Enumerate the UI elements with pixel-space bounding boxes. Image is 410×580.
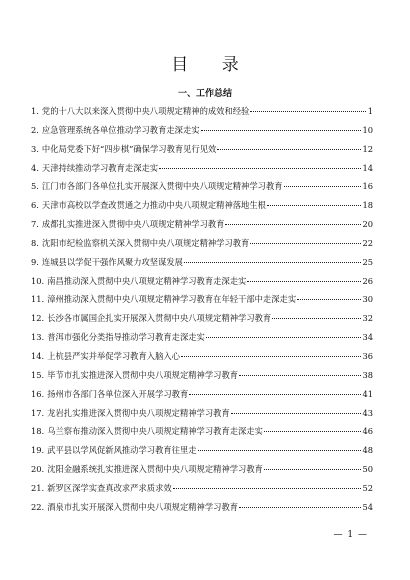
toc-entry-title: 连城县以学促干强作风聚力攻坚谋发展 — [41, 256, 183, 267]
toc-dot-leader — [198, 449, 362, 451]
toc-entry-title: 普洱市强化分类指导推动学习教育走深走实 — [47, 332, 205, 343]
toc-entry-title: 扬州市各部门各单位深入开展学习教育 — [47, 388, 189, 399]
toc-entry-title: 毕节市扎实推进深入贯彻中央八项规定精神学习教育 — [47, 369, 239, 380]
toc-entry-page: 32 — [362, 313, 373, 324]
toc-entry-number: 5. — [31, 181, 39, 192]
toc-entry-page: 26 — [362, 275, 373, 286]
toc-entry-number: 13. — [31, 332, 45, 343]
toc-entry-title: 龙岩扎实推进深入贯彻中央八项规定精神学习教育 — [47, 407, 230, 418]
toc-dot-leader — [272, 317, 361, 319]
toc-entry[interactable] — [31, 328, 373, 347]
toc-entry[interactable] — [31, 404, 373, 423]
section-heading: 一、工作总结 — [177, 89, 232, 99]
toc-dot-leader — [284, 185, 362, 187]
toc-entry[interactable] — [31, 102, 373, 121]
toc-entry[interactable] — [31, 234, 373, 253]
toc-entry-page: 50 — [362, 464, 373, 475]
document-title: 目 录 — [171, 55, 253, 75]
toc-entry-title: 南昌推动深入贯彻中央八项规定精神学习教育走深走实 — [47, 275, 247, 286]
toc-dot-leader — [264, 430, 362, 432]
toc-entry-number: 20. — [31, 464, 45, 475]
toc-entry-title: 天津持续推动学习教育走深走实 — [41, 162, 159, 173]
toc-entry[interactable] — [31, 215, 373, 234]
toc-entry-number: 2. — [31, 124, 39, 135]
toc-entry-number: 14. — [31, 350, 45, 361]
toc-entry-number: 10. — [31, 275, 45, 286]
toc-entry[interactable] — [31, 366, 373, 385]
toc-entry-number: 19. — [31, 445, 45, 456]
toc-dot-leader — [181, 355, 361, 357]
toc-entry-page: 10 — [362, 124, 373, 135]
toc-dot-leader — [225, 223, 361, 225]
page-number: — 1 — — [333, 530, 368, 540]
toc-entry[interactable] — [31, 347, 373, 366]
toc-entry-title: 沈阳市纪检监察机关深入贯彻中央八项规定精神学习教育 — [41, 237, 250, 248]
toc-entry-number: 9. — [31, 256, 39, 267]
toc-entry-number: 18. — [31, 426, 45, 437]
toc-entry-number: 3. — [31, 143, 39, 154]
toc-dot-leader — [239, 374, 361, 376]
toc-entry[interactable] — [31, 479, 373, 498]
toc-entry-page: 38 — [362, 369, 373, 380]
toc-entry[interactable] — [31, 422, 373, 441]
toc-dot-leader — [184, 261, 361, 263]
toc-entry-page: 46 — [362, 426, 373, 437]
toc-entry-title: 长沙各市属国企扎实开展深入贯彻中央八项规定精神学习教育 — [47, 313, 272, 324]
toc-dot-leader — [250, 242, 361, 244]
toc-entry-number: 12. — [31, 313, 45, 324]
toc-dot-leader — [206, 336, 362, 338]
toc-entry-title: 江门市各部门各单位扎实开展深入贯彻中央八项规定精神学习教育 — [41, 181, 283, 192]
toc-entry[interactable] — [31, 196, 373, 215]
toc-entry-number: 22. — [31, 501, 45, 512]
toc-entry-page: 20 — [362, 219, 373, 230]
toc-entry[interactable] — [31, 253, 373, 272]
toc-entry-title: 沈阳金融系统扎实推进深入贯彻中央八项规定精神学习教育 — [47, 464, 263, 475]
toc-entry-title: 中化局党委下好“四步棋”确保学习教育见行见效 — [41, 143, 217, 154]
toc-entry-page: 25 — [362, 256, 373, 267]
toc-entry-title: 酒泉市扎实开展深入贯彻中央八项规定精神学习教育 — [47, 501, 239, 512]
toc-entry-number: 8. — [31, 237, 39, 248]
toc-dot-leader — [267, 204, 361, 206]
toc-entry-number: 16. — [31, 388, 45, 399]
toc-entry-title: 漳州推动深入贯彻中央八项规定精神学习教育在年轻干部中走深走实 — [47, 294, 297, 305]
toc-entry-page: 54 — [362, 501, 373, 512]
toc-entry[interactable] — [31, 441, 373, 460]
toc-entry-page: 36 — [362, 350, 373, 361]
toc-entry[interactable] — [31, 272, 373, 291]
toc-entry-page: 41 — [362, 388, 373, 399]
toc-entry-number: 1. — [31, 106, 39, 116]
toc-dot-leader — [297, 298, 361, 300]
toc-entry[interactable] — [31, 140, 373, 159]
toc-entry-number: 15. — [31, 369, 45, 380]
toc-entry-title: 成都扎实推进深入贯彻中央八项规定精神学习教育 — [41, 219, 225, 230]
toc-dot-leader — [201, 129, 362, 131]
toc-entry-title: 党的十八大以来深入贯彻中央八项规定精神的成效和经验 — [41, 106, 250, 116]
toc-entry-number: 7. — [31, 219, 39, 230]
toc-entry-number: 6. — [31, 200, 39, 211]
toc-entry[interactable] — [31, 460, 373, 479]
table-of-contents — [31, 102, 373, 517]
toc-entry-number: 17. — [31, 407, 45, 418]
toc-entry[interactable] — [31, 498, 373, 517]
toc-entry-page: 16 — [362, 181, 373, 192]
toc-dot-leader — [231, 412, 362, 414]
toc-entry-title: 天津市高校以学查改贯通之力推动中央八项规定精神落地生根 — [41, 200, 266, 211]
toc-entry-page: 43 — [362, 407, 373, 418]
toc-dot-leader — [239, 506, 361, 508]
toc-entry-number: 4. — [31, 162, 39, 173]
toc-entry-page: 34 — [362, 332, 373, 343]
toc-entry-title: 武平县以学风促新风推动学习教育往里走 — [47, 445, 197, 456]
toc-entry-page: 18 — [362, 200, 373, 211]
toc-entry-page: 22 — [362, 237, 373, 248]
toc-dot-leader — [217, 148, 361, 150]
toc-dot-leader — [264, 468, 362, 470]
toc-entry-page: 52 — [362, 482, 373, 493]
toc-entry-page: 14 — [362, 162, 373, 173]
toc-entry-number: 21. — [31, 482, 45, 493]
toc-dot-leader — [173, 487, 362, 489]
toc-entry-title: 上杭县严实并举促学习教育入脑入心 — [47, 350, 180, 361]
toc-entry-number: 11. — [31, 294, 45, 305]
toc-entry[interactable] — [31, 177, 373, 196]
toc-dot-leader — [247, 280, 361, 282]
toc-dot-leader — [159, 167, 361, 169]
toc-entry[interactable] — [31, 290, 373, 309]
toc-entry-page: 12 — [362, 143, 373, 154]
toc-entry-title: 新罗区深学实查真改求严求质求效 — [47, 482, 172, 493]
toc-entry[interactable] — [31, 309, 373, 328]
toc-dot-leader — [189, 393, 361, 395]
toc-entry-page: 30 — [362, 294, 373, 305]
toc-dot-leader — [250, 110, 366, 112]
toc-entry[interactable] — [31, 121, 373, 140]
toc-entry-title: 乌兰察布推动深入贯彻中央八项规定精神学习教育走深走实 — [47, 426, 263, 437]
toc-entry-title: 应急管理系统各单位推动学习教育走深走实 — [41, 124, 200, 135]
toc-entry[interactable] — [31, 159, 373, 178]
toc-entry-page: 48 — [362, 445, 373, 456]
toc-entry[interactable] — [31, 385, 373, 404]
toc-entry-page: 1 — [367, 106, 373, 116]
